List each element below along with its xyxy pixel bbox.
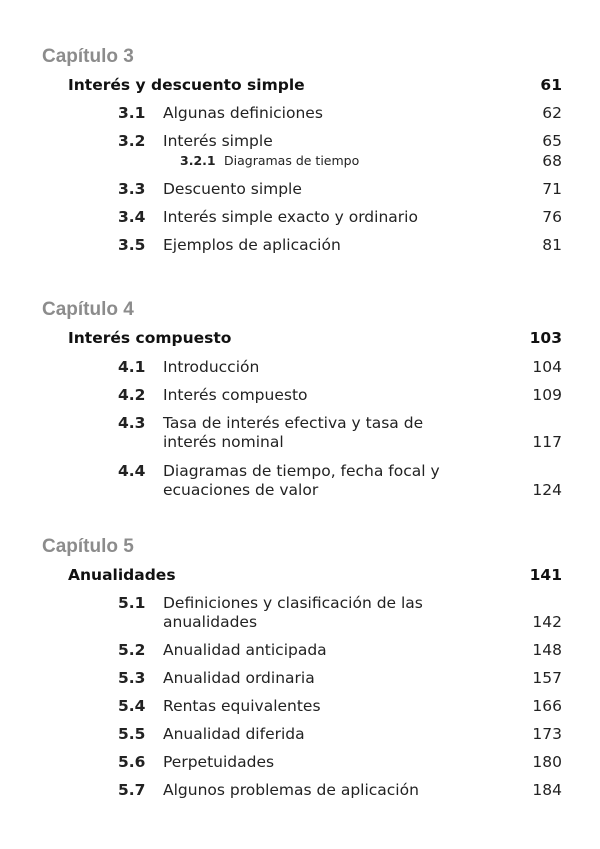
chapter-heading[interactable] (68, 329, 562, 347)
chapter-heading[interactable] (68, 76, 562, 94)
entry-title: Perpetuidades (163, 753, 275, 771)
subentry-title: Diagramas de tiempo (224, 153, 360, 168)
entry-page: 173 (532, 725, 562, 743)
entry-page: 104 (532, 358, 562, 376)
chapter-title: Capítulo 5 (42, 536, 134, 557)
entry-title: Interés compuesto (163, 386, 308, 404)
entry-number: 5.2 (118, 641, 146, 659)
chapter-heading-page: 103 (529, 329, 562, 347)
entry-number: 3.4 (118, 208, 146, 226)
entry-page: 142 (532, 613, 562, 631)
chapter-heading-title: Interés y descuento simple (68, 76, 305, 94)
toc-entry[interactable] (0, 593, 562, 633)
entry-page: 117 (532, 433, 562, 451)
entry-page: 157 (532, 669, 562, 687)
entry-title: Anualidad diferida (163, 725, 305, 743)
entry-title: Algunos problemas de aplicación (163, 781, 419, 799)
entry-page: 65 (542, 132, 562, 150)
entry-number: 4.2 (118, 386, 146, 404)
toc-entry[interactable] (0, 461, 562, 501)
entry-number: 5.4 (118, 697, 146, 715)
entry-number: 5.6 (118, 753, 146, 771)
entry-number: 5.3 (118, 669, 146, 687)
entry-title: Introducción (163, 358, 260, 376)
entry-title: Interés simple exacto y ordinario (163, 208, 418, 226)
entry-title-line2: anualidades (163, 613, 258, 631)
entry-title-line1: Definiciones y clasificación de las (163, 594, 423, 612)
entry-page: 81 (542, 236, 562, 254)
entry-title: Algunas definiciones (163, 104, 323, 122)
entry-number: 3.3 (118, 180, 146, 198)
entry-page: 62 (542, 104, 562, 122)
chapter-heading-title: Interés compuesto (68, 329, 232, 347)
entry-title: Descuento simple (163, 180, 302, 198)
entry-number: 3.5 (118, 236, 146, 254)
entry-page: 71 (542, 180, 562, 198)
entry-number: 5.5 (118, 725, 146, 743)
subentry-page: 68 (542, 152, 562, 170)
entry-title: Interés simple (163, 132, 273, 150)
entry-page: 109 (532, 386, 562, 404)
entry-title-line1: Tasa de interés efectiva y tasa de (163, 414, 424, 432)
entry-page: 180 (532, 753, 562, 771)
entry-page: 184 (532, 781, 562, 799)
entry-number: 4.3 (118, 414, 146, 432)
entry-number: 3.1 (118, 104, 146, 122)
entry-page: 76 (542, 208, 562, 226)
entry-page: 166 (532, 697, 562, 715)
entry-title-line1: Diagramas de tiempo, fecha focal y (163, 462, 440, 480)
entry-title: Anualidad anticipada (163, 641, 327, 659)
chapter-heading-title: Anualidades (68, 566, 176, 584)
entry-number: 3.2 (118, 132, 146, 150)
entry-number: 4.1 (118, 358, 146, 376)
entry-title-line2: ecuaciones de valor (163, 481, 319, 499)
toc-entry[interactable] (0, 413, 562, 453)
subentry-number: 3.2.1 (180, 153, 216, 168)
entry-title-line2: interés nominal (163, 433, 284, 451)
chapter-heading-page: 61 (540, 76, 562, 94)
entry-page: 124 (532, 481, 562, 499)
chapter-title: Capítulo 3 (42, 46, 134, 67)
chapter-heading[interactable] (68, 566, 562, 584)
entry-number: 4.4 (118, 462, 146, 480)
entry-page: 148 (532, 641, 562, 659)
entry-number: 5.1 (118, 594, 146, 612)
chapter-heading-page: 141 (529, 566, 562, 584)
entry-title: Anualidad ordinaria (163, 669, 315, 687)
entry-title: Rentas equivalentes (163, 697, 321, 715)
chapter-title: Capítulo 4 (42, 299, 134, 320)
entry-title: Ejemplos de aplicación (163, 236, 341, 254)
entry-number: 5.7 (118, 781, 146, 799)
